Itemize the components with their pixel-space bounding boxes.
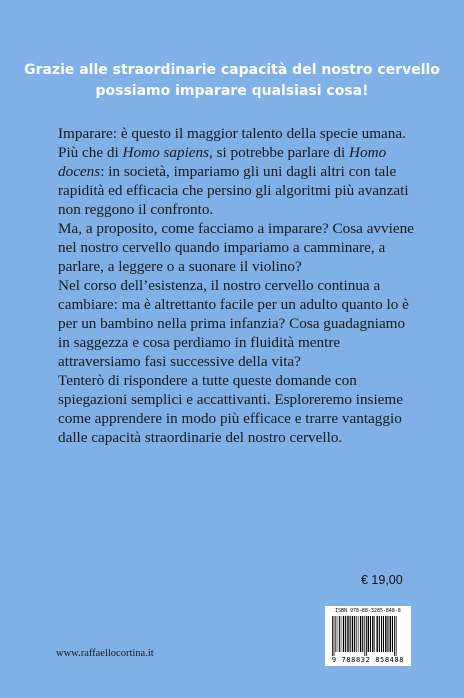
barcode-bar [337,616,338,652]
text-run: , si potrebbe parlare di [209,144,350,161]
barcode-bar [379,616,380,652]
barcode-bar [370,616,371,652]
text-run: Tenterò di rispondere a tutte queste domande con spiegazioni semplici e accattivanti. Esploreremo insieme come apprendere in modo più efficace e trarre vantaggio dalle capacità straordinarie del nostro cervello. [58,372,403,446]
barcode-bar [372,616,373,652]
barcode-bar [360,616,361,652]
barcode-bar [339,616,340,652]
barcode-bar [362,616,363,652]
barcode-bar [368,616,369,652]
barcode-bar [358,616,359,652]
barcode-bar [335,616,336,652]
barcode-bar [377,616,378,652]
barcode-bar [332,616,333,656]
tagline-line-2: possiamo imparare qualsiasi cosa! [95,83,369,99]
barcode-bar [334,616,335,656]
barcode-digits: 9 788832 858488 [331,656,405,664]
barcode-bar [347,616,348,652]
italic-term: Homo docens [58,144,387,180]
italic-term: Homo sapiens [122,144,210,161]
barcode-bar [354,616,355,652]
barcode-bar [352,616,353,652]
isbn-number: ISBN 978-88-3285-848-8 [335,609,401,614]
barcode-bar [383,616,384,652]
publisher-website: www.raffaellocortina.it [56,648,154,659]
price-label: € 19,00 [361,573,403,587]
barcode-bar [356,616,357,652]
text-run: Nel corso dell’esistenza, il nostro cervello continua a cambiare: ma è altrettanto facile per un adulto quanto lo è per un bambino nella prima infanzia? Cosa guadagniamo in saggezza e cosa perdiamo in fluidità mentre attraversiamo fasi successive della vita? [58,277,409,370]
barcode-bar [343,616,344,652]
barcode-bar [364,616,365,656]
barcode-bar [374,616,375,652]
barcode-bar [366,616,367,656]
barcode-bar [381,616,382,652]
blurb-text [58,124,416,447]
barcode-bar [396,616,397,656]
barcode-bar [350,616,351,652]
blurb-paragraph-4 [58,371,416,447]
barcode-bar [341,616,342,652]
blurb-paragraph-1 [58,124,416,219]
barcode-bar [390,616,391,652]
blurb-paragraph-2 [58,219,416,276]
barcode-bar [345,616,346,652]
barcode-bar [385,616,386,652]
isbn-barcode [325,606,411,666]
barcode-bars [331,616,405,656]
text-run: Imparare: è questo il maggior talento della specie umana. Più che di [58,125,406,161]
blurb-paragraph-3 [58,276,416,371]
barcode-bar [387,616,388,652]
text-run: : in società, impariamo gli uni dagli altri con tale rapidità ed efficacia che persino gli algoritmi più avanzati non reggono il confronto. [58,163,409,218]
back-cover-tagline [0,60,464,102]
barcode-bar [392,616,393,652]
text-run: Ma, a proposito, come facciamo a imparare? Cosa avviene nel nostro cervello quando impariamo a camminare, a parlare, a leggere o a suonare il violino? [58,220,414,275]
tagline-line-1: Grazie alle straordinarie capacità del nostro cervello [24,62,440,78]
barcode-bar [394,616,395,656]
